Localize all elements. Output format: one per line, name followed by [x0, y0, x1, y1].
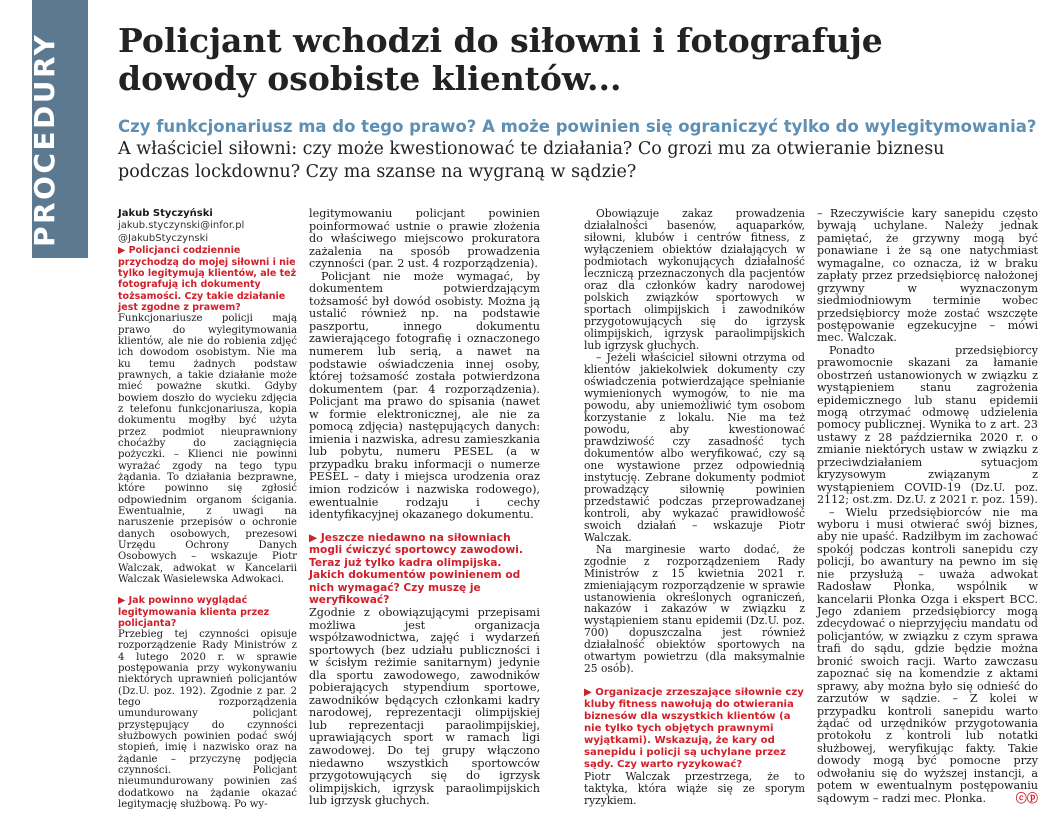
answer-4: Piotr Walczak przestrzega, że to taktyka, która wiąże się ze sporym ryzykiem.	[584, 770, 805, 808]
section-label: PROCEDURY	[28, 32, 61, 247]
author-name: Jakub Styczyński	[118, 208, 213, 219]
question-2: ▶ Jak powinno wyglądać legitymowania klienta przez policjanta?	[118, 595, 270, 629]
column-3	[584, 208, 805, 807]
answer-3: Zgodnie z obowiązującymi przepisami możliwa jest organizacja współzawodnictwa, zajęć i wydarzeń sportowych (bez udziału publiczności i w ścisłym reżimie sanitarnym) jedynie dla sportu zawodowego, zawodników pobierających stypendium sportowe, zawodników będących członkami kadry narodowej, reprezentacji olimpijskiej lub reprezentacji paraolimpijskiej, uprawiających sport w ramach ligi zawodowej. Do tej grupy włączono niedawno wszystkich sportowców przygotowujących się do igrzysk olimpijskich, igrzysk paraolimpijskich lub igrzysk głuchych.	[309, 605, 540, 808]
arrow-icon: ▶	[584, 687, 592, 699]
answer-2: Przebieg tej czynności opisuje rozporządzenie Rady Ministrów z 4 lutego 2020 r. w sprawie postępowania przy wykonywaniu niektórych uprawnień policjantów (Dz.U. poz. 192). Zgodnie z par. 2 tego rozporządzenia umundurowany policjant przystępujący do czynności służbowych powinien podać swój stopień, imię i nazwisko oraz na żądanie – przyczynę podjęcia czynności. Policjant nieumundurowany powinien zaś dodatkowo na żądanie okazać legitymację służbową. Po wy-	[118, 629, 297, 811]
paragraph: Na marginesie warto dodać, że zgodnie z rozporządzeniem Rady Ministrów z 15 kwietnia 2021 r. zmieniającym rozporządzenie w sprawie ustanowienia określonych ograniczeń, nakazów i zakazów w związku z wystąpieniem stanu epidemii (Dz.U. poz. 700) dopuszczalna jest również działalność obiektów sportowych na otwartym powietrzu (dla maksymalnie 25 osób).	[584, 542, 805, 676]
arrow-icon: ▶	[309, 531, 318, 544]
author-handle[interactable]: @JakubStyczynski	[118, 233, 209, 245]
headline: Policjant wchodzi do siłowni i fotografuje dowody osobiste klientów...	[118, 21, 883, 98]
paragraph: – Rzeczywiście kary sanepidu często bywają uchylane. Należy jednak pamiętać, że grzywny mogą być ponawiane i że są one natychmiast wymagalne, co oznacza, iż w braku zapłaty przez przedsiębiorcę nałożonej grzywny w wyznaczonym siedmiodniowym terminie wobec przedsiębiorcy może zostać wszczęte postępowanie egzekucyjne – mówi mec. Walczak.	[817, 207, 1038, 345]
column-4	[817, 208, 1038, 805]
paragraph: Obowiązuje zakaz prowadzenia działalności basenów, aquaparków, siłowni, klubów i centrów fitness, z wyłączeniem obiektów działających w podmiotach wykonujących działalność leczniczą przeznaczonych dla pacjentów oraz dla członków kadry narodowej polskich związków sportowych w sportach olimpijskich i zawodników przygotowujących się do igrzysk olimpijskich, igrzysk paraolimpijskich lub igrzysk głuchych.	[584, 207, 805, 352]
paragraph: Policjant nie może wymagać, by dokumentem potwierdzającym tożsamość był dowód osobisty. Można ją ustalić również np. na podstawie paszportu, innego dokumentu zawierającego fotografię i oznaczonego numerem lub serią, a nawet na podstawie oświadczenia innej osoby, której tożsamość została potwierdzona dokumentem (par. 4 rozporządzenia). Policjant ma prawo do spisania (nawet w formie elektronicznej, ale nie za pomocą zdjęcia) następujących danych: imienia i nazwiska, adresu zamieszkania lub pobytu, numeru PESEL (a w przypadku braku informacji o numerze PESEL – daty i miejsca urodzenia oraz imion rodziców i nazwiska rodowego), ewentualnie rodzaju i cechy identyfikacyjnej okazanego dokumentu.	[309, 269, 540, 522]
deck-question: Czy funkcjonariusz ma do tego prawo? A może powinien się ograniczyć tylko do wylegitymowania?	[118, 117, 1037, 136]
column-2	[309, 208, 540, 808]
deck-text: A właściciel siłowni: czy może kwestionować te działania? Co grozi mu za otwieranie biznesu podczas lockdownu? Czy ma szanse na wygraną w sądzie?	[118, 139, 945, 182]
paragraph: – Wielu przedsiębiorców nie ma wyboru i musi otwierać swój biznes, aby nie upaść. Radziłbym im zachować spokój podczas kontroli sanepidu czy policji, bo awantury na pewno im się nie przysłużą – uważa adwokat Radosław Płonka, wspólnik w kancelarii Płonka Ozga i ekspert BCC. Jego zdaniem przedsiębiorcy mogą zdecydować o nieprzyjęciu mandatu od policjantów, w związku z czym sprawa trafi do sądu, gdzie będzie można bronić swoich racji. Warto zawczasu zapoznać się na komendzie z aktami sprawy, aby można było się odnieść do zarzutów w sądzie. – Z kolei w przypadku kontroli sanepidu warto żądać od urzędników przygotowania protokołu z kontroli lub notatki służbowej, weryfikując fakty. Takie dowody mogą być pomocne przy odwołaniu się do wyższej instancji, a potem w ewentualnym postępowaniu sądowym – radzi mec. Płonka. ⓒⓟ	[817, 505, 1038, 805]
paragraph: legitymowaniu policjant powinien poinformować ustnie o prawie złożenia do właściwego miejscowo prokuratora zażalenia na sposób prowadzenia czynności (par. 2 ust. 4 rozporządzenia).	[309, 207, 540, 271]
answer-1: Funkcjonariusze policji mają prawo do wylegitymowania klientów, ale nie do robienia zdjęć ich dowodom osobistym. Nie ma ku temu żadnych podstaw prawnych, a takie działanie może mieć poważne skutki. Gdyby bowiem doszło do wycieku zdjęcia z telefonu funkcjonariusza, kopia dokumentu mogłby być użyta przez podmiot nieuprawniony choćażby do zaciągnięcia pożyczki. – Klienci nie powinni wyrażać zgody na tego typu żądania. To działania bezprawne, które powinno się zgłosić odpowiednim organom ścigania. Ewentualnie, z uwagi na naruszenie przepisów o ochronie danych osobowych, prezesowi Urzędu Ochrony Danych Osobowych – wskazuje Piotr Walczak, adwokat w Kancelarii Walczak Wasielewska Adwokaci.	[118, 313, 297, 585]
question-3: ▶ Jeszcze niedawno na siłowniach mogli ćwiczyć sportowcy zawodowi. Teraz już tylko kadra olimpijska. Jakich dokumentów powinienem od nich wymagać? Czy muszę je weryfikować?	[309, 531, 523, 607]
arrow-icon: ▶	[118, 595, 126, 607]
question-1: ▶ Policjanci codziennie przychodzą do mojej siłowni i nie tylko legitymują klientów, ale też fotografują ich dokumenty tożsamości. Czy takie działanie jest zgodne z prawem?	[118, 245, 297, 313]
signature-mark: ⓒⓟ	[1015, 791, 1038, 805]
arrow-icon: ▶	[118, 245, 126, 257]
author-email[interactable]: jakub.styczynski@infor.pl	[118, 220, 245, 232]
paragraph: – Jeżeli właściciel siłowni otrzyma od klientów jakiekolwiek dokumenty czy oświadczenia potwierdzające spełnianie wymienionych wymogów, to nie ma powodu, aby uniemożliwić tym osobom korzystanie z lokalu. Nie ma też powodu, aby kwestionować prawdziwość czy zasadność tych dokumentów albo weryfikować, czy są one wystawione przez odpowiednią instytucję. Zebrane dokumenty podmiot prowadzący siłownię powinien przedstawić podczas przeprowadzanej kontroli, aby wykazać prawidłowość swoich działań – wskazuje Piotr Walczak.	[584, 350, 805, 544]
column-1	[118, 208, 297, 810]
question-4: ▶ Organizacje zrzeszające siłownie czy kluby fitness nawołują do otwierania biznesów dla wszystkich klientów (a nie tylko tych objętych prawnymi wyjątkami). Wskazują, że kary od sanepidu i policji są uchylane przez sądy. Czy warto ryzykować?	[584, 687, 804, 771]
paragraph: Ponadto przedsiębiorcy prawomocnie skazani za łamanie obostrzeń ustanowionych w związku z wystąpieniem stanu zagrożenia epidemicznego lub stanu epidemii mogą otrzymać odmowę udzielenia pomocy publicznej. Wynika to z art. 23 ustawy z 28 października 2020 r. o zmianie niektórych ustaw w związku z przeciwdziałaniem sytuacjom kryzysowym związanym z wystąpieniem COVID-19 (Dz.U. poz. 2112; ost.zm. Dz.U. z 2021 r. poz. 159).	[817, 343, 1038, 507]
